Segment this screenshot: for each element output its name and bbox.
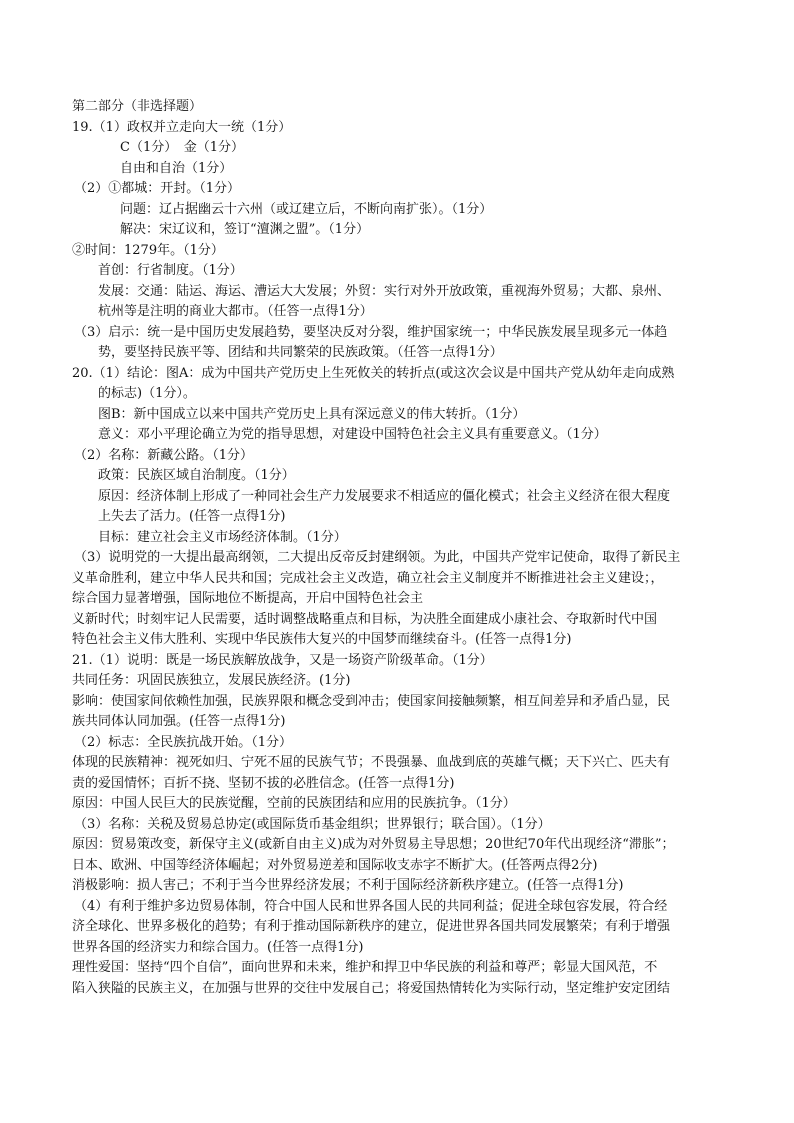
- q21-part1-answer: 影响：使国家间依赖性加强，民族界限和概念受到冲击；使国家间接触频繁，相互间差异和矛盾凸显，民: [72, 693, 671, 709]
- q21-part2: （2）标志：全民族抗战开始。（1分）: [74, 734, 293, 750]
- q21-part1: 21.（1）说明：既是一场民族解放战争，又是一场资产阶级革命。（1分）: [72, 652, 493, 668]
- q20-part3-answer: 义新时代；时刻牢记人民需要，适时调整战略重点和目标，为决胜全面建成小康社会、夺取新时代中国: [72, 611, 658, 627]
- q19-part1-answer: C（1分） 金（1分）: [120, 140, 244, 155]
- q20-part3-answer: 综合国力显著增强，国际地位不断提高，开启中国特色社会主: [72, 591, 424, 606]
- q20-part2-answer: 目标：建立社会主义市场经济体制。（1分）: [98, 529, 347, 545]
- q20-part2-answer: 原因：经济体制上形成了一种同社会生产力发展要求不相适应的僵化模式；社会主义经济在很大程度: [98, 488, 671, 504]
- q19-part2-answer: 解决：宋辽议和，签订“澶渊之盟”。（1分）: [120, 222, 370, 237]
- q19-part2-answer: 杭州等是注明的商业大都市。（任答一点得1分）: [98, 304, 373, 319]
- q21-part4: （4）有利于维护多边贸易体制，符合中国人民和世界各国人民的共同利益；促进全球包容发展，符合经: [74, 898, 668, 914]
- q19-part3-answer: 势，要坚持民族平等、团结和共同繁荣的民族政策。（任答一点得1分）: [98, 345, 503, 360]
- q19-part3: （3）启示：统一是中国历史发展趋势，要坚决反对分裂，维护国家统一；中华民族发展呈现多元一体趋: [74, 324, 668, 340]
- q21-part1-answer: 共同任务：巩固民族独立，发展民族经济。(1分): [72, 673, 351, 688]
- q19-part1: 19.（1）政权并立走向大一统（1分）: [72, 119, 292, 135]
- q21-part1-answer: 族共同体认同加强。(任答一点得1分): [72, 714, 286, 729]
- q19-part2-answer: 首创：行省制度。（1分）: [98, 263, 243, 278]
- q20-part3-answer: 义革命胜利，建立中华人民共和国；完成社会主义改造，确立社会主义制度并不断推进社会主义建设；，: [72, 570, 664, 586]
- q20-part1-answer: 意义：邓小平理论确立为党的指导思想，对建设中国特色社会主义具有重要意义。（1分）: [98, 427, 607, 442]
- q19-part2: （2）①都城：开封。（1分）: [74, 181, 241, 196]
- answer-key-body: [72, 97, 722, 999]
- q20-part1-answer: 的标志)（1分）。: [98, 386, 196, 401]
- q21-part3-answer: 日本、欧洲、中国等经济体崛起；对外贸易逆差和国际收支赤字不断扩大。(任答两点得2分): [72, 857, 598, 873]
- q20-part2: （2）名称：新藏公路。（1分）: [74, 447, 254, 463]
- q20-part1: 20.（1）结论：图A：成为中国共产党历史上生死攸关的转折点(或这次会议是中国共产党从幼年走向成熟: [72, 365, 675, 381]
- q21-part3-answer: 消极影响：损人害己；不利于当今世界经济发展；不利于国际经济新秩序建立。(任答一点得1分): [72, 878, 624, 893]
- q20-part2-answer: 政策：民族区域自治制度。（1分）: [98, 468, 295, 483]
- q21-part4-answer: 陷入狭隘的民族主义，在加强与世界的交往中发展自己；将爱国热情转化为实际行动，坚定维护安定团结: [72, 980, 671, 996]
- q21-part3: （3）名称：关税及贸易总协定(或国际货币基金组织；世界银行；联合国）。（1分）: [74, 816, 551, 832]
- q19-part2-answer: 发展：交通：陆运、海运、漕运大大发展；外贸：实行对外开放政策，重视海外贸易；大都、泉州、: [98, 283, 671, 299]
- q21-part2-answer: 体现的民族精神：视死如归、宁死不屈的民族气节；不畏强暴、血战到底的英雄气概；天下兴亡、匹夫有: [72, 755, 671, 770]
- q20-part2-answer: 上失去了活力。(任答一点得1分): [98, 509, 286, 524]
- q21-part3-answer: 原因：贸易策改变，新保守主义(或新自由主义)成为对外贸易主导思想；20世纪70年代出现经济“滞胀”；: [72, 837, 675, 852]
- q21-part4-answer: 世界各国的经济实力和综合国力。(任答一点得1分): [72, 939, 364, 955]
- q19-part1-answer: 自由和自治（1分）: [120, 160, 233, 176]
- q21-part4-answer: 理性爱国：坚持“四个自信”，面向世界和未来，维护和捍卫中华民族的利益和尊严；彰显大国风范，不: [72, 960, 658, 975]
- q20-part3-answer: 特色社会主义伟大胜利、实现中华民族伟大复兴的中国梦而继续奋斗。(任答一点得1分): [72, 632, 572, 647]
- q21-part4-answer: 济全球化、世界多极化的趋势；有利于推动国际新秩序的建立，促进世界各国共同发展繁荣；有利于增强: [72, 919, 671, 934]
- q21-part2-answer: 原因：中国人民巨大的民族觉醒，空前的民族团结和应用的民族抗争。（1分）: [72, 796, 516, 811]
- q19-part2-sub: ②时间：1279年。（1分）: [72, 242, 224, 258]
- q21-part2-answer: 责的爱国情怀；百折不挠、坚韧不拔的必胜信念。(任答一点得1分): [72, 775, 455, 791]
- q19-part2-answer: 问题：辽占据幽云十六州（或辽建立后，不断向南扩张）。（1分）: [120, 201, 493, 217]
- section-heading: 第二部分（非选择题）: [72, 99, 203, 114]
- q20-part1-answer: 图B：新中国成立以来中国共产党历史上具有深远意义的伟大转折。（1分）: [98, 406, 526, 422]
- q20-part3: （3）说明党的一大提出最高纲领，二大提出反帝反封建纲领。为此，中国共产党牢记使命，取得了新民主: [74, 550, 681, 565]
